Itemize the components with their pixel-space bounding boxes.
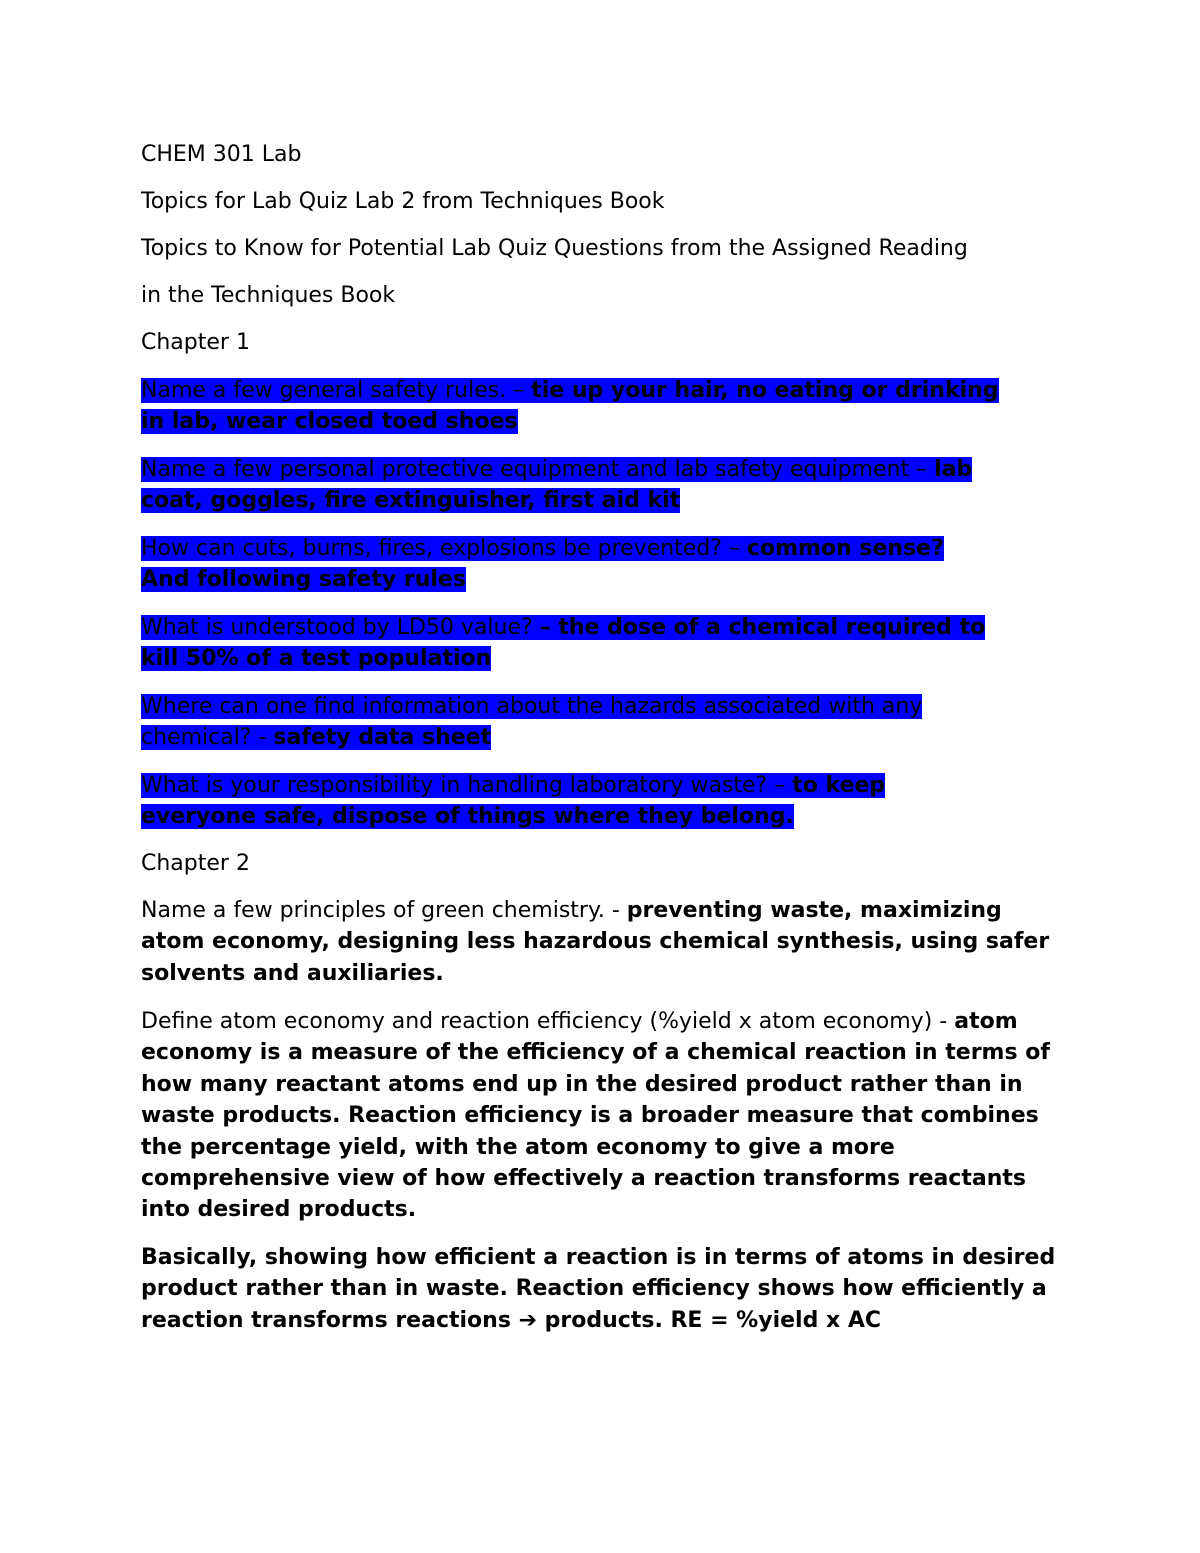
ch1-item-3-line-1 [141, 533, 944, 565]
ch2-green-chemistry [141, 895, 1063, 989]
intro-line-1: Topics to Know for Potential Lab Quiz Questions from the Assigned Reading [141, 236, 968, 261]
ch1-item-4-line-1 [141, 612, 985, 644]
ch1-item-2-answer-2: coat, goggles, fire extinguisher, first aid kit [141, 488, 681, 513]
ch1-item-6-answer-2: everyone safe, dispose of things where they belong. [141, 804, 794, 829]
ch1-item-3-question: How can cuts, burns, fires, explosions be prevented? – [141, 536, 747, 561]
ch1-item-2-question: Name a few personal protective equipment and lab safety equipment – [141, 457, 935, 482]
ch1-item-5-line-1 [141, 691, 922, 723]
ch1-item-1-line-1 [141, 375, 999, 407]
ch1-item-1-answer-2: in lab, wear closed toed shoes [141, 409, 518, 434]
ch1-item-1-question: Name a few general safety rules. – [141, 378, 532, 403]
ch1-item-3-answer-1: common sense? [746, 536, 944, 561]
ch2-green-answer: preventing waste, maximizing atom economy, designing less hazardous chemical synthesis, using safer solvents and auxiliaries. [141, 898, 1050, 986]
ch1-item-4-question: What is understood by LD50 value? [141, 615, 540, 640]
ch2-summary-text: Basically, showing how efficient a reaction is in terms of atoms in desired product rather than in waste. Reaction efficiency shows how efficiently a reaction transforms reactions [141, 1245, 1056, 1333]
ch1-item-6-answer-1: to keep [792, 773, 886, 798]
ch2-green-question: Name a few principles of green chemistry. - [141, 898, 627, 923]
ch2-atom-answer: atom economy is a measure of the efficiency of a chemical reaction in terms of how many reactant atoms end up in the desired product rather than in waste products. Reaction efficiency is a broader measure that combines the percentage yield, with the atom economy to give a more comprehensive view of how effectively a reaction transforms reactants into desired products. [141, 1009, 1050, 1223]
ch1-item-5-question-2: chemical? - [141, 725, 274, 750]
chapter-2-heading: Chapter 2 [141, 851, 250, 876]
ch2-summary [141, 1242, 1063, 1336]
topics-title: Topics for Lab Quiz Lab 2 from Techniques Book [141, 189, 665, 214]
ch1-item-5-question: Where can one find information about the hazards associated with any [141, 694, 923, 719]
ch1-item-3-line-2 [141, 564, 466, 596]
right-arrow-icon: ➔ [518, 1307, 538, 1333]
ch1-item-4-answer-2: kill 50% of a test population [141, 646, 492, 671]
course-title: CHEM 301 Lab [141, 142, 302, 167]
ch2-atom-question: Define atom economy and reaction efficiency (%yield x atom economy) - [141, 1009, 955, 1034]
ch1-item-6-line-1 [141, 770, 885, 802]
ch1-item-5-line-2 [141, 722, 491, 754]
ch1-item-2-answer-1: lab [934, 457, 973, 482]
ch2-summary-text-2: products. RE = %yield x AC [537, 1307, 882, 1333]
ch1-item-4-answer-1: – the dose of a chemical required to [539, 615, 986, 640]
ch1-item-4-line-2 [141, 643, 491, 675]
ch1-item-2-line-1 [141, 454, 972, 486]
ch1-item-6-question: What is your responsibility in handling laboratory waste? – [141, 773, 793, 798]
ch2-atom-economy [141, 1006, 1063, 1226]
intro-line-2: in the Techniques Book [141, 283, 396, 308]
ch1-item-1-answer-1: tie up your hair, no eating or drinking [531, 378, 999, 403]
ch1-item-1-line-2 [141, 406, 518, 438]
ch1-item-6-line-2 [141, 801, 794, 833]
ch1-item-5-answer: safety data sheet [273, 725, 492, 750]
chapter-1-heading: Chapter 1 [141, 330, 250, 355]
ch1-item-3-answer-2: And following safety rules [141, 567, 466, 592]
ch1-item-2-line-2 [141, 485, 680, 517]
